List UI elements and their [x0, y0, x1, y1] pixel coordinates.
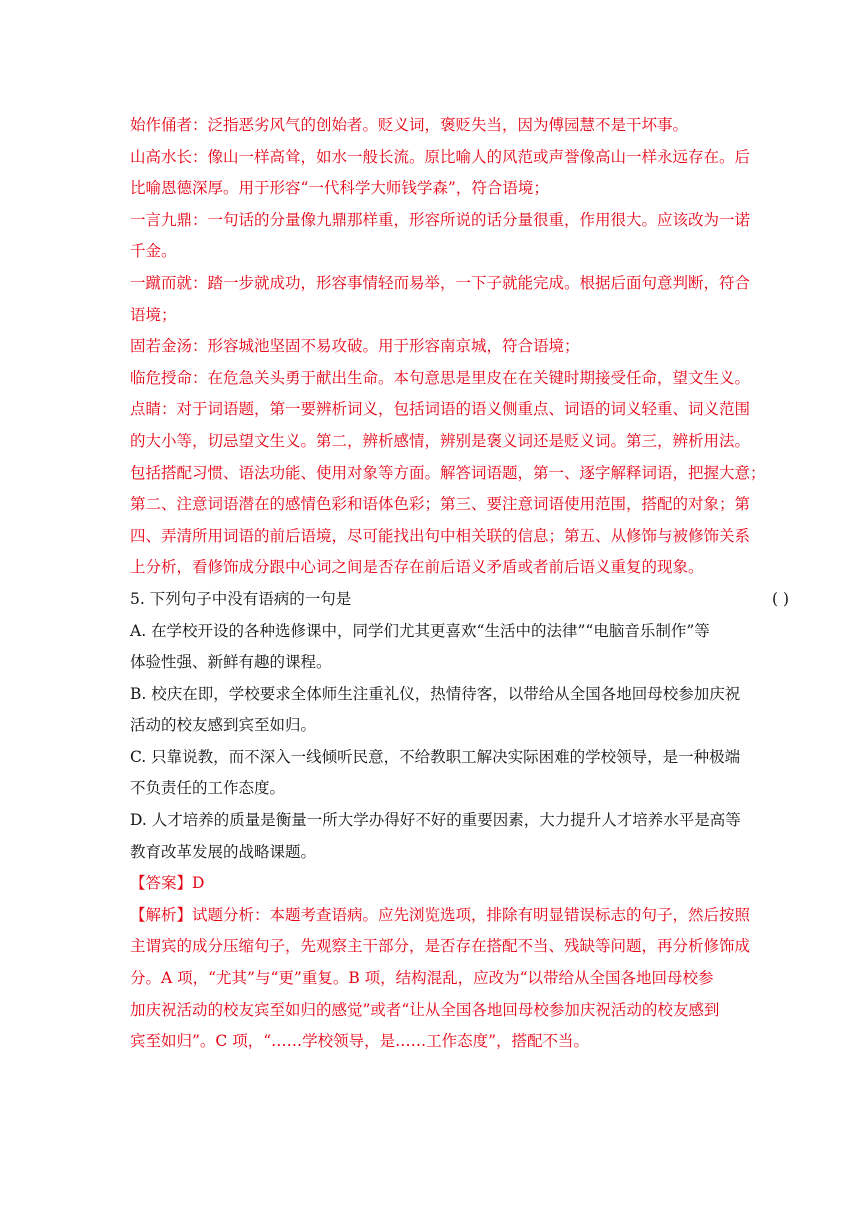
answer-blank: ( )	[772, 589, 790, 608]
option-b	[130, 679, 741, 742]
tips-line: 的大小等，切忌望文生义。第二，辨析感情，辨别是褒义词还是贬义词。第三，辨析用法。	[130, 431, 751, 450]
option-line: 活动的校友感到宾至如归。	[130, 716, 317, 735]
option-c	[130, 742, 741, 805]
option-a	[130, 616, 734, 679]
tips-line: 点睛：对于词语题，第一要辨析词义，包括词语的语义侧重点、词语的词义轻重、词义范围	[130, 400, 751, 419]
tips-line: 第二、注意词语潜在的感情色彩和语体色彩；第三、要注意词语使用范围，搭配的对象；第	[130, 495, 751, 514]
analysis-paragraph	[130, 900, 751, 1058]
tips-line: 上分析，看修饰成分跟中心词之间是否存在前后语义矛盾或者前后语义重复的现象。	[130, 558, 704, 577]
option-line: 教育改革发展的战略课题。	[130, 842, 317, 861]
option-line: B. 校庆在即，学校要求全体师生注重礼仪，热情待客，以带给从全国各地回母校参加庆祝	[130, 684, 741, 703]
tips-line: 四、弄清所用词语的前后语境，尽可能找出句中相关联的信息；第五、从修饰与被修饰关系	[130, 526, 751, 545]
option-d	[130, 805, 741, 868]
tips-line: 包括搭配习惯、语法功能、使用对象等方面。解答词语题，第一、逐字解释词语，把握大意；	[130, 463, 766, 482]
analysis-line: 主谓宾的成分压缩句子，先观察主干部分，是否存在搭配不当、残缺等问题，再分析修饰成	[130, 937, 751, 956]
explanation-line: 一言九鼎：一句话的分量像九鼎那样重，形容所说的话分量很重，作用很大。应该改为一诺	[130, 210, 751, 229]
option-line: D. 人才培养的质量是衡量一所大学办得好不好的重要因素，大力提升人才培养水平是高等	[130, 811, 741, 830]
explanation-line: 一蹴而就：踏一步就成功，形容事情轻而易举，一下子就能完成。根据后面句意判断，符合	[130, 273, 751, 292]
explanation-line: 山高水长：像山一样高耸，如水一般长流。原比喻人的风范或声誉像高山一样永远存在。后	[130, 147, 751, 166]
question-stem-row	[130, 584, 790, 616]
tips-paragraph	[130, 394, 766, 584]
option-line: A. 在学校开设的各种选修课中，同学们尤其更喜欢“生活中的法律”“电脑音乐制作”等	[130, 621, 710, 640]
option-line: 体验性强、新鲜有趣的课程。	[130, 653, 332, 672]
analysis-line: 【解析】试题分析：本题考查语病。应先浏览选项，排除有明显错误标志的句子，然后按照	[130, 905, 751, 924]
question-stem: 5. 下列句子中没有语病的一句是	[130, 589, 352, 608]
explanation-line: 比喻恩德深厚。用于形容“一代科学大师钱学森”，符合语境；	[130, 179, 549, 198]
explanation-line: 始作俑者：泛指恶劣风气的创始者。贬义词，褒贬失当，因为傅园慧不是干坏事。	[130, 116, 689, 134]
answer-line: 【答案】D	[130, 874, 205, 893]
question-5	[130, 584, 790, 868]
option-line: 不负责任的工作态度。	[130, 779, 286, 798]
explanation-line: 千金。	[130, 242, 177, 261]
idiom-explanations	[130, 110, 751, 394]
explanation-line: 语境；	[130, 305, 177, 324]
analysis-line: 分。A 项，“尤其”与“更”重复。B 项，结构混乱，应改为“以带给从全国各地回母校参	[130, 969, 714, 988]
explanation-line: 固若金汤：形容城池坚固不易攻破。用于形容南京城，符合语境；	[130, 337, 580, 356]
analysis-line: 加庆祝活动的校友宾至如归的感觉”或者“让从全国各地回母校参加庆祝活动的校友感到	[130, 1000, 720, 1019]
option-line: C. 只靠说教，而不深入一线倾听民意，不给教职工解决实际困难的学校领导，是一种极端	[130, 747, 741, 766]
analysis-line: 宾至如归”。C 项，“……学校领导，是……工作态度”，搭配不当。	[130, 1032, 590, 1051]
explanation-line: 临危授命：在危急关头勇于献出生命。本句意思是里皮在在关键时期接受任命，望文生义。	[130, 368, 751, 387]
